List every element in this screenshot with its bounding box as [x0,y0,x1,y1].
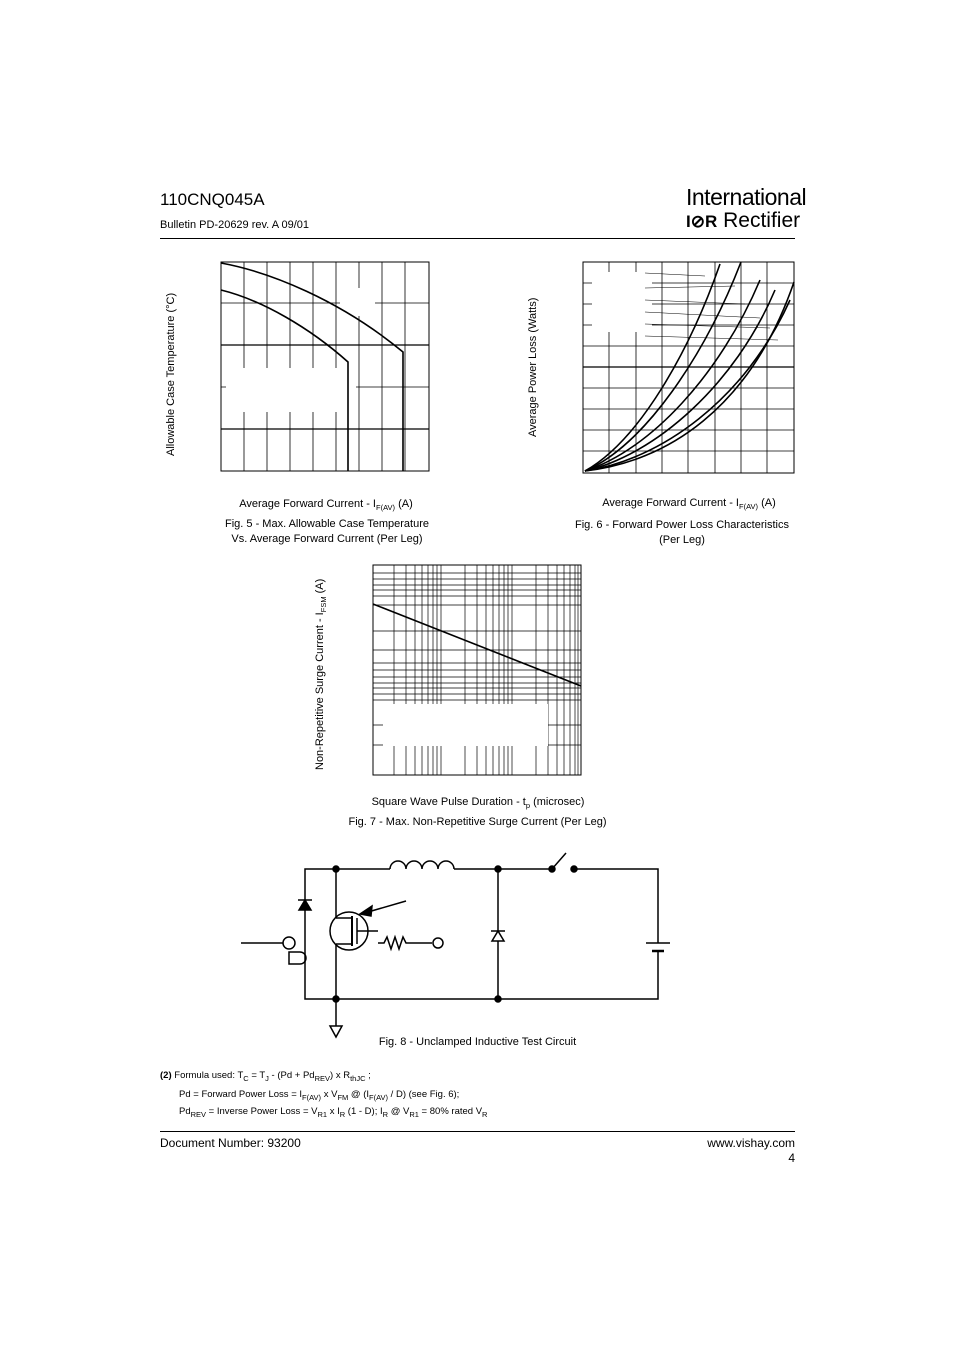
fig5-caption-line2: Vs. Average Forward Current (Per Leg) [231,533,423,545]
formula-line1: (2) Formula used: $T_C = T_J - (Pd + Pd_{REV})$ x $R_{thJC}$ ; [160,1070,371,1083]
fig5-curve-dc [221,263,403,471]
fig5-xlabel: Average Forward Current - $I_{F(AV)}$ (A) [239,498,413,512]
fig7-xlabel: Square Wave Pulse Duration - $t_p$ (microsec) [371,796,585,810]
fig6-plot [583,262,794,473]
page-number: 4 [788,1151,795,1165]
formula-line2: Pd = Forward Power Loss = $I_{F(AV)}$ x $V_{FM}$ @ $(I_{F(AV)} / D)$ (see Fig. 6); [179,1089,460,1102]
fig8-caption: Fig. 8 - Unclamped Inductive Test Circuit [378,1036,577,1048]
fig8-circuit [241,853,670,1037]
current-probe [283,937,295,949]
fig6-ylabel: Average Power Loss (Watts) [527,297,539,437]
logo-ior-mark: I⊘R [686,212,718,231]
document-number: Document Number: 93200 [160,1136,301,1150]
fig6-legend-mask [592,272,652,332]
fig5-legend-mask [226,368,356,412]
fig7-caption: Fig. 7 - Max. Non-Repetitive Surge Current (Per Leg) [348,816,607,828]
fig6-caption-line1: Fig. 6 - Forward Power Loss Characteristics [575,519,789,531]
fig5-frame [221,262,429,471]
document-title: 110CNQ045A [160,190,265,209]
resistor [378,937,432,949]
fig5-caption-line1: Fig. 5 - Max. Allowable Case Temperature [225,518,429,530]
website-link[interactable]: www.vishay.com [707,1136,795,1150]
diode-right [492,931,504,941]
fig7-legend-mask [383,704,548,746]
bulletin-info: Bulletin PD-20629 rev. A 09/01 [160,219,310,231]
logo-line1: International [686,184,807,210]
footer-rule [160,1131,795,1132]
fig5-plot [221,262,429,471]
gate-terminal [433,938,443,948]
formula-line3: $Pd_{REV}$ = Inverse Power Loss = $V_{R1}$ x $I_R$ (1 - D); $I_R$ @ $V_{R1} = 80\%$ rated $V_R$ [179,1106,488,1119]
diode-left [299,900,311,910]
ground-symbol [330,1026,342,1037]
fig7-plot [373,565,581,775]
fig6-caption-line2: (Per Leg) [659,534,705,546]
fig6-xlabel: Average Forward Current - $I_{F(AV)}$ (A) [602,497,776,511]
fig5-ylabel: Allowable Case Temperature (°C) [165,292,177,456]
logo-rectifier-word: Rectifier [723,209,801,232]
inductor [390,861,454,869]
fig7-ylabel: Non-Repetitive Surge Current - $I_{FSM}$ (A) [314,578,328,770]
